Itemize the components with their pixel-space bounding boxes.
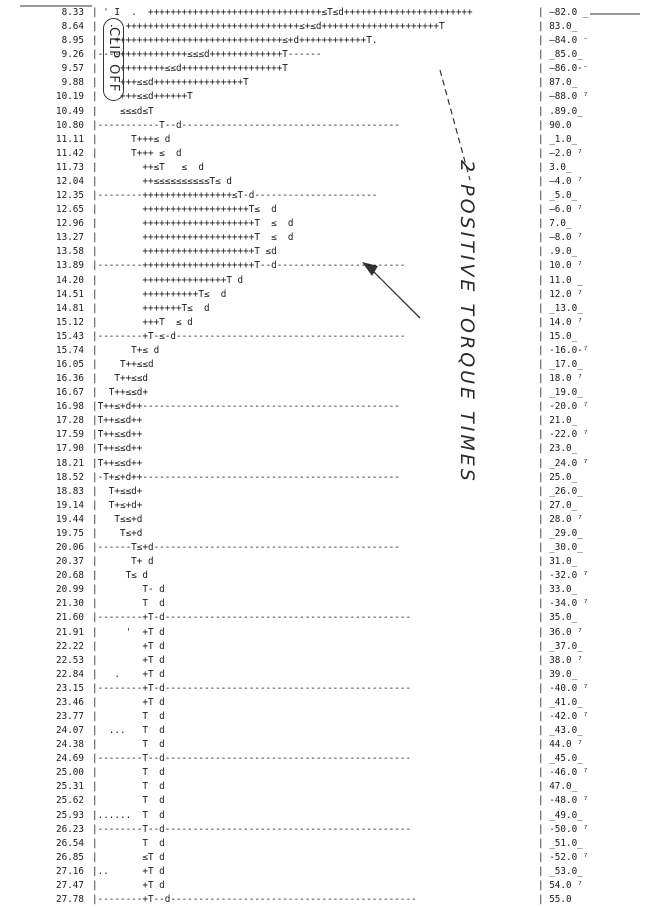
data-row (0, 258, 666, 273)
data-row (0, 244, 666, 259)
row-angle-label: | _51.0_ (538, 837, 583, 849)
data-row (0, 808, 666, 823)
row-time-label: 10.80 (56, 119, 84, 131)
row-angle-label: | _5.0_ (538, 190, 578, 202)
row-time-label: 13.27 (56, 232, 84, 244)
row-plot-trace: | ... T d (92, 725, 165, 737)
row-angle-label: | _37.0_ (538, 640, 583, 652)
row-time-label: 13.58 (56, 246, 84, 258)
row-time-label: 23.15 (56, 682, 84, 694)
row-angle-label: | -50.0 ⁷ (538, 823, 589, 835)
row-angle-label: | 23.0_ (538, 443, 578, 455)
data-row (0, 89, 666, 104)
row-plot-trace: | ++++++++++++++++++++T ≤ d (92, 218, 294, 230)
row-time-label: 18.83 (56, 485, 84, 497)
row-plot-trace: | ++≤T ≤ d (92, 161, 204, 173)
data-row (0, 610, 666, 625)
data-row (0, 202, 666, 217)
data-row (0, 104, 666, 119)
row-plot-trace: | ++++++++≤≤d++++++++++++++++++T (92, 63, 288, 75)
row-plot-trace: | ≤T d (92, 851, 165, 863)
row-plot-trace: | T d (92, 767, 165, 779)
data-row (0, 850, 666, 865)
row-time-label: 17.28 (56, 415, 84, 427)
row-time-label: 25.93 (56, 809, 84, 821)
row-angle-label: | 31.0_ (538, 556, 578, 568)
row-time-label: 12.96 (56, 218, 84, 230)
row-time-label: 13.89 (56, 260, 84, 272)
row-time-label: 26.54 (56, 837, 84, 849)
row-angle-label: | —84.0 ⁻ (538, 35, 589, 47)
data-row (0, 188, 666, 203)
data-row (0, 709, 666, 724)
row-angle-label: | 25.0_ (538, 471, 578, 483)
row-time-label: 22.22 (56, 640, 84, 652)
row-angle-label: | _43.0_ (538, 725, 583, 737)
row-plot-trace: |--------+T--d-------------------------------------------- (92, 894, 417, 906)
row-plot-trace: | T+≤≤d+ (92, 485, 143, 497)
row-angle-label: | _49.0_ (538, 809, 583, 821)
data-row (0, 230, 666, 245)
row-angle-label: | -42.0 ⁷ (538, 711, 589, 722)
row-angle-label: | 38.0 ⁷ (538, 654, 583, 666)
row-plot-trace: | . +T d (92, 668, 165, 680)
row-angle-label: | .89.0_ (538, 105, 583, 117)
row-angle-label: | 35.0_ (538, 612, 578, 624)
row-plot-trace: | T+≤ d (92, 344, 160, 356)
positive-torque-note: 2 POSITIVE TORQUE TIMES (456, 160, 478, 484)
data-row (0, 568, 666, 583)
row-time-label: 18.52 (56, 471, 84, 483)
row-angle-label: | —88.0 ⁷ (538, 91, 589, 103)
row-plot-trace: | T≤≤+d (92, 513, 143, 525)
row-plot-trace: | T+≤+d+ (92, 499, 143, 511)
row-time-label: 15.43 (56, 330, 84, 342)
row-time-label: 25.62 (56, 795, 84, 807)
row-time-label: 12.35 (56, 190, 84, 202)
row-plot-trace: | ' I . +++++++++++++++++++++++++++++++≤T≤d+++++++++++++++++++++++ (92, 7, 473, 18)
row-plot-trace: |------T≤+d-------------------------------------------- (92, 542, 400, 554)
data-row (0, 667, 666, 682)
data-row (0, 751, 666, 766)
data-row (0, 540, 666, 555)
row-angle-label: | 47.0_ (538, 781, 578, 793)
data-row (0, 625, 666, 640)
row-plot-trace: |--------++++++++++++++++≤T-d---------------------- (92, 190, 378, 202)
row-time-label: 21.30 (56, 598, 84, 610)
row-time-label: 16.98 (56, 401, 84, 413)
data-row (0, 160, 666, 175)
data-row (0, 779, 666, 794)
row-time-label: 16.36 (56, 373, 84, 385)
row-time-label: 11.42 (56, 147, 84, 159)
row-angle-label: | -34.0 ⁷ (538, 598, 589, 610)
row-time-label: 9.26 (61, 49, 84, 61)
row-angle-label: | _53.0_ (538, 865, 583, 877)
row-angle-label: | —4.0 ⁷ (538, 175, 583, 187)
row-plot-trace: |T++≤≤d++ (92, 457, 143, 469)
row-angle-label: | 7.0_ (538, 218, 572, 230)
row-time-label: 27.78 (56, 894, 84, 906)
row-angle-label: | —2.0 ⁷ (538, 147, 583, 159)
row-angle-label: | 3.0_ (538, 161, 572, 173)
row-plot-trace: | T d (92, 781, 165, 793)
row-plot-trace: | T d (92, 711, 165, 722)
row-time-label: 19.75 (56, 527, 84, 539)
row-time-label: 15.74 (56, 344, 84, 356)
row-plot-trace: |--------T--d-------------------------------------------- (92, 823, 412, 835)
data-row (0, 484, 666, 499)
data-row (0, 892, 666, 907)
row-plot-trace: |--------+T-d-------------------------------------------- (92, 612, 412, 624)
row-plot-trace: | · +++++++++++++++++++++++++++++++≤+≤d+++++++++++++++++++++T (92, 21, 445, 33)
data-row (0, 765, 666, 780)
row-time-label: 12.65 (56, 204, 84, 216)
data-row (0, 441, 666, 456)
data-row (0, 315, 666, 330)
row-angle-label: | 54.0 ⁷ (538, 879, 583, 891)
row-time-label: 22.84 (56, 668, 84, 680)
row-angle-label: | _85.0_ (538, 49, 583, 61)
row-plot-trace: |-----------T--d--------------------------------------- (92, 119, 400, 131)
row-plot-trace: |-T+≤+d++---------------------------------------------- (92, 471, 400, 483)
row-angle-label: | 87.0_ (538, 77, 578, 89)
data-row (0, 413, 666, 428)
row-plot-trace: | T++≤≤d (92, 373, 148, 385)
row-time-label: 17.59 (56, 429, 84, 441)
row-time-label: 9.88 (61, 77, 84, 89)
row-plot-trace: |T++≤≤d++ (92, 443, 143, 455)
row-plot-trace: | +T d (92, 640, 165, 652)
row-plot-trace: | T d (92, 739, 165, 751)
row-plot-trace: |T++≤≤d++ (92, 429, 143, 441)
data-row (0, 385, 666, 400)
row-plot-trace: | T d (92, 598, 165, 610)
row-time-label: 24.38 (56, 739, 84, 751)
data-row (0, 146, 666, 161)
data-row (0, 681, 666, 696)
row-angle-label: | 33.0_ (538, 584, 578, 596)
row-time-label: 26.85 (56, 851, 84, 863)
row-time-label: 27.16 (56, 865, 84, 877)
row-plot-trace: | +++≤≤d++++++T (92, 91, 193, 103)
row-angle-label: | —8.0 ⁷ (538, 232, 583, 244)
row-angle-label: | _45.0_ (538, 753, 583, 765)
row-angle-label: | —6.0 ⁷ (538, 204, 583, 216)
row-time-label: 14.81 (56, 302, 84, 314)
row-time-label: 8.95 (61, 35, 84, 47)
row-angle-label: | _29.0_ (538, 527, 583, 539)
row-angle-label: | 10.0 ⁷ (538, 260, 583, 272)
data-row (0, 33, 666, 48)
row-time-label: 19.14 (56, 499, 84, 511)
row-plot-trace: | +T d (92, 696, 165, 708)
data-row (0, 582, 666, 597)
row-time-label: 19.44 (56, 513, 84, 525)
row-plot-trace: | ++≤≤≤≤≤≤≤≤≤≤T≤ d (92, 175, 232, 187)
data-row (0, 822, 666, 837)
data-row (0, 357, 666, 372)
row-plot-trace: | +++++++T≤ d (92, 302, 210, 314)
row-time-label: 27.47 (56, 879, 84, 891)
row-angle-label: | -52.0 ⁷ (538, 851, 589, 863)
row-angle-label: | -32.0 ⁷ (538, 570, 589, 582)
data-row (0, 174, 666, 189)
data-row (0, 329, 666, 344)
row-time-label: 23.46 (56, 696, 84, 708)
row-angle-label: | 21.0_ (538, 415, 578, 427)
row-time-label: 12.04 (56, 175, 84, 187)
row-angle-label: | _1.0_ (538, 133, 578, 145)
data-row (0, 878, 666, 893)
row-angle-label: | 27.0_ (538, 499, 578, 511)
row-plot-trace: | +++++++++++++++++++T≤ d (92, 204, 277, 216)
row-angle-label: | _13.0_ (538, 302, 583, 314)
row-plot-trace: |--------++++++++++++++++++++T--d----------------------- (92, 260, 406, 272)
row-angle-label: | -48.0 ⁷ (538, 795, 589, 807)
data-row (0, 526, 666, 541)
data-row (0, 695, 666, 710)
row-plot-trace: |.. +T d (92, 865, 165, 877)
row-plot-trace: | T+++ ≤ d (92, 147, 182, 159)
row-angle-label: | _30.0_ (538, 542, 583, 554)
row-angle-label: | 36.0 ⁷ (538, 626, 583, 638)
row-angle-label: | -20.0 ⁷ (538, 401, 589, 413)
data-row (0, 498, 666, 513)
row-angle-label: | 11.0 _ (538, 274, 583, 286)
row-time-label: 10.19 (56, 91, 84, 103)
row-time-label: 14.20 (56, 274, 84, 286)
data-row (0, 287, 666, 302)
row-angle-label: | 12.0 ⁷ (538, 288, 583, 300)
row-plot-trace: | T≤ d (92, 570, 148, 582)
row-angle-label: | _24.0 ⁷ (538, 457, 589, 469)
data-row (0, 118, 666, 133)
row-angle-label: | 28.0 ⁷ (538, 513, 583, 525)
row-angle-label: | 15.0_ (538, 330, 578, 342)
row-plot-trace: | ++++++++++++++++++++T ≤ d (92, 232, 294, 244)
row-angle-label: | -22.0 ⁷ (538, 429, 589, 441)
data-row (0, 216, 666, 231)
row-plot-trace: | +++T ≤ d (92, 316, 193, 328)
row-time-label: 11.73 (56, 161, 84, 173)
row-plot-trace: | +++++++++++++++T d (92, 274, 244, 286)
row-time-label: 26.23 (56, 823, 84, 835)
row-angle-label: | 39.0_ (538, 668, 578, 680)
row-angle-label: | -46.0 ⁷ (538, 767, 589, 779)
row-plot-trace: |----++++++++++++≤≤≤d+++++++++++++T------ (92, 49, 322, 61)
data-row (0, 75, 666, 90)
row-plot-trace: | ++++++++++T≤ d (92, 288, 227, 300)
data-row (0, 512, 666, 527)
row-plot-trace: |T++≤≤d++ (92, 415, 143, 427)
row-angle-label: | _19.0_ (538, 387, 583, 399)
data-row (0, 5, 666, 20)
row-time-label: 25.00 (56, 767, 84, 779)
row-time-label: 9.57 (61, 63, 84, 75)
row-plot-trace: | T≤+d (92, 527, 143, 539)
data-row (0, 639, 666, 654)
row-angle-label: | _41.0_ (538, 696, 583, 708)
data-row (0, 371, 666, 386)
row-plot-trace: | ' +T d (92, 626, 165, 638)
row-time-label: 21.60 (56, 612, 84, 624)
row-angle-label: | 90.0 (538, 119, 572, 131)
row-time-label: 16.05 (56, 359, 84, 370)
data-row (0, 864, 666, 879)
data-row (0, 737, 666, 752)
row-time-label: 21.91 (56, 626, 84, 638)
row-angle-label: | -16.0-⁷ (538, 344, 589, 356)
row-plot-trace: | ++++++++++++++++++++++++++++++≤+d++++++++++++T. (92, 35, 378, 47)
data-row (0, 343, 666, 358)
row-time-label: 15.12 (56, 316, 84, 328)
row-time-label: 16.67 (56, 387, 84, 399)
row-time-label: 24.07 (56, 725, 84, 737)
row-time-label: 8.33 (61, 7, 84, 18)
row-plot-trace: | +++≤≤d++++++++++++++++T (92, 77, 249, 89)
row-time-label: 22.53 (56, 654, 84, 666)
row-plot-trace: |...... T d (92, 809, 165, 821)
row-angle-label: | —82.0 _ (538, 7, 589, 18)
data-row (0, 596, 666, 611)
clip-off-note: CLIP OFF (103, 18, 124, 101)
row-plot-trace: | T d (92, 795, 165, 807)
row-plot-trace: | ≤≤≤d≤T (92, 105, 154, 117)
data-row (0, 723, 666, 738)
row-time-label: 23.77 (56, 711, 84, 722)
row-plot-trace: | T++≤≤d+ (92, 387, 148, 399)
row-time-label: 14.51 (56, 288, 84, 300)
row-plot-trace: | T d (92, 837, 165, 849)
row-angle-label: | .9.0_ (538, 246, 578, 258)
row-time-label: 18.21 (56, 457, 84, 469)
row-angle-label: | _26.0_ (538, 485, 583, 497)
row-angle-label: | 14.0 ⁷ (538, 316, 583, 328)
data-row (0, 653, 666, 668)
row-time-label: 20.06 (56, 542, 84, 554)
row-time-label: 25.31 (56, 781, 84, 793)
data-row (0, 19, 666, 34)
data-row (0, 132, 666, 147)
data-row (0, 399, 666, 414)
row-plot-trace: | ++++++++++++++++++++T ≤d (92, 246, 277, 258)
row-time-label: 20.99 (56, 584, 84, 596)
data-row (0, 301, 666, 316)
row-time-label: 20.37 (56, 556, 84, 568)
row-plot-trace: | +T d (92, 879, 165, 891)
row-plot-trace: | T+ d (92, 556, 154, 568)
row-angle-label: | 83.0_ (538, 21, 578, 33)
row-plot-trace: |T++≤+d++---------------------------------------------- (92, 401, 400, 413)
row-angle-label: | —86.0-⁻ (538, 63, 589, 75)
data-row (0, 554, 666, 569)
row-time-label: 10.49 (56, 105, 84, 117)
row-time-label: 8.64 (61, 21, 84, 33)
data-row (0, 470, 666, 485)
row-time-label: 17.90 (56, 443, 84, 455)
row-plot-trace: |--------T--d-------------------------------------------- (92, 753, 412, 765)
row-angle-label: | 55.0 (538, 894, 572, 906)
data-row (0, 47, 666, 62)
row-angle-label: | _17.0_ (538, 359, 583, 370)
row-time-label: 20.68 (56, 570, 84, 582)
row-time-label: 24.69 (56, 753, 84, 765)
row-plot-trace: | T+++≤ d (92, 133, 171, 145)
row-angle-label: | 44.0 ⁷ (538, 739, 583, 751)
data-row (0, 61, 666, 76)
row-plot-trace: |--------+T-d-------------------------------------------- (92, 682, 412, 694)
row-plot-trace: | +T d (92, 654, 165, 666)
row-angle-label: | 18.0 ⁷ (538, 373, 583, 385)
row-plot-trace: | T++≤≤d (92, 359, 154, 370)
row-time-label: 11.11 (56, 133, 84, 145)
data-row (0, 793, 666, 808)
row-plot-trace: | T- d (92, 584, 165, 596)
data-row (0, 427, 666, 442)
row-angle-label: | -40.0 ⁷ (538, 682, 589, 694)
data-row (0, 456, 666, 471)
data-row (0, 273, 666, 288)
row-plot-trace: |--------+T-≤-d----------------------------------------- (92, 330, 406, 342)
data-row (0, 836, 666, 851)
